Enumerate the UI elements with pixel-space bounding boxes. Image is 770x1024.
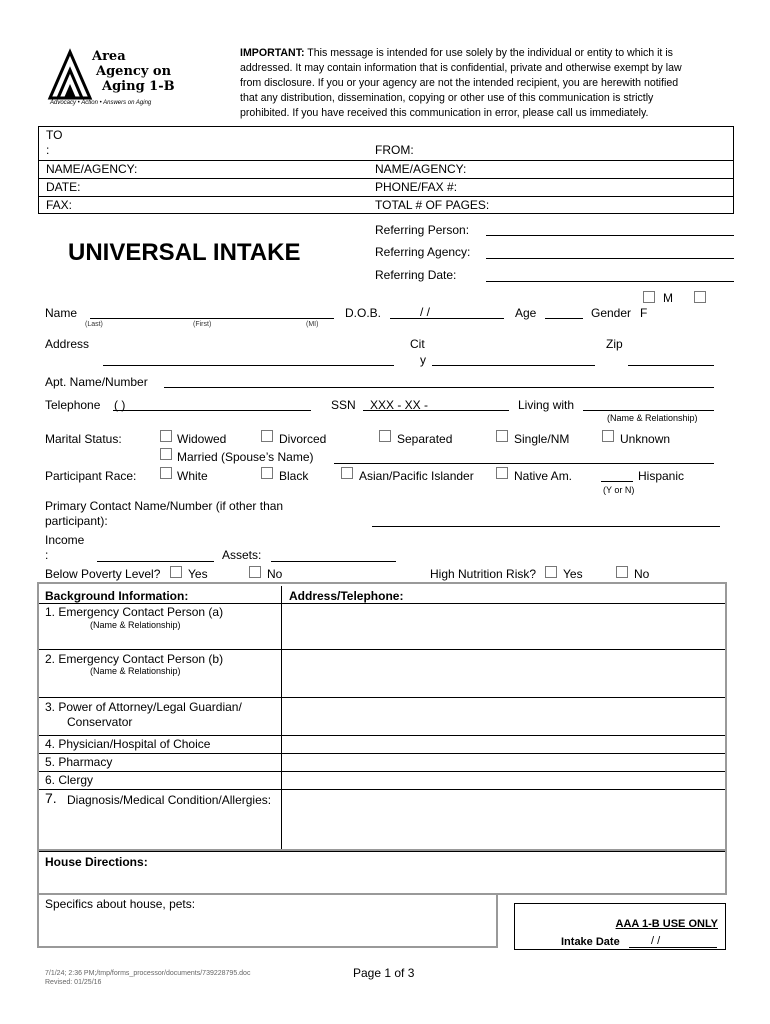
- ssn-label: SSN: [331, 398, 356, 412]
- unknown-checkbox[interactable]: [602, 430, 614, 442]
- widowed-label: Widowed: [177, 432, 227, 446]
- to-colon: :: [46, 143, 50, 157]
- primary-contact-label-2: participant):: [45, 514, 108, 528]
- income-field[interactable]: [97, 561, 214, 562]
- background-info-header: Background Information:: [45, 589, 189, 603]
- nutrition-no-label: No: [634, 567, 650, 581]
- specifics-label: Specifics about house, pets:: [45, 897, 196, 911]
- gender-label: Gender: [591, 306, 632, 320]
- apt-field[interactable]: [164, 387, 714, 388]
- notice-line: from disclosure. If you or your agency are not the intended recipient, you are herewith notified: [240, 77, 679, 89]
- white-checkbox[interactable]: [160, 467, 172, 479]
- intake-date-separators: / /: [651, 935, 661, 947]
- city-label-1: Cit: [410, 337, 425, 351]
- phone-fax-label: PHONE/FAX #:: [375, 180, 458, 194]
- poverty-yes-label: Yes: [188, 567, 208, 581]
- city-label-2: y: [420, 353, 426, 367]
- marital-label: Marital Status:: [45, 432, 122, 446]
- row-diagnosis: Diagnosis/Medical Condition/Allergies:: [67, 793, 272, 807]
- living-with-field[interactable]: [583, 410, 714, 411]
- to-label: TO: [46, 128, 63, 142]
- divorced-checkbox[interactable]: [261, 430, 273, 442]
- income-label: Income: [45, 533, 85, 547]
- agency-logo: [46, 48, 176, 110]
- row-diagnosis-number: 7.: [45, 790, 57, 806]
- row-physician: 4. Physician/Hospital of Choice: [45, 737, 211, 751]
- widowed-checkbox[interactable]: [160, 430, 172, 442]
- asian-checkbox[interactable]: [341, 467, 353, 479]
- white-label: White: [177, 469, 208, 483]
- asian-label: Asian/Pacific Islander: [359, 469, 474, 483]
- notice-line: that any distribution, dissemination, copying or other use of this communication is strictly: [240, 92, 654, 104]
- house-directions-cell[interactable]: [40, 870, 724, 892]
- office-use-title: AAA 1-B USE ONLY: [615, 918, 718, 930]
- referring-person-label: Referring Person:: [375, 223, 470, 237]
- nutrition-yes-checkbox[interactable]: [545, 566, 557, 578]
- page-title: UNIVERSAL INTAKE: [68, 239, 301, 266]
- single-checkbox[interactable]: [496, 430, 508, 442]
- assets-label: Assets:: [222, 548, 262, 562]
- age-field[interactable]: [545, 318, 583, 319]
- gender-f-label: F: [640, 306, 648, 320]
- emergency-a-address-cell[interactable]: [283, 605, 724, 648]
- referring-agency-field[interactable]: [486, 258, 734, 259]
- zip-field[interactable]: [628, 365, 714, 366]
- native-checkbox[interactable]: [496, 467, 508, 479]
- row-power-of-attorney: 3. Power of Attorney/Legal Guardian/: [45, 700, 242, 714]
- row-emergency-b: 2. Emergency Contact Person (b): [45, 652, 224, 666]
- row-clergy: 6. Clergy: [45, 773, 94, 787]
- assets-field[interactable]: [271, 561, 396, 562]
- ssn-value: XXX - XX -: [370, 398, 429, 412]
- poverty-yes-checkbox[interactable]: [170, 566, 182, 578]
- pharmacy-address-cell[interactable]: [283, 755, 724, 770]
- nutrition-label: High Nutrition Risk?: [430, 567, 537, 581]
- living-with-label: Living with: [518, 398, 575, 412]
- name-field[interactable]: [90, 318, 334, 319]
- referring-agency-label: Referring Agency:: [375, 245, 471, 259]
- address-label: Address: [45, 337, 90, 351]
- specifics-box: [37, 895, 498, 948]
- gender-m-label: M: [663, 291, 673, 305]
- dob-field[interactable]: [390, 318, 504, 319]
- row-pharmacy: 5. Pharmacy: [45, 755, 113, 769]
- nutrition-no-checkbox[interactable]: [616, 566, 628, 578]
- footer-path: 7/1/24; 2:36 PM;/tmp/forms_processor/documents/739228795.doc: [45, 970, 251, 977]
- notice-line: prohibited. If you have received this communication in error, please call us immediately.: [240, 107, 649, 119]
- hispanic-label: Hispanic: [638, 469, 685, 483]
- row-emergency-a: 1. Emergency Contact Person (a): [45, 605, 224, 619]
- emergency-b-address-cell[interactable]: [283, 651, 724, 696]
- nutrition-yes-label: Yes: [563, 567, 583, 581]
- dob-separators: / /: [420, 305, 431, 319]
- referring-date-field[interactable]: [486, 281, 734, 282]
- gender-f-checkbox[interactable]: [694, 291, 706, 303]
- divorced-label: Divorced: [279, 432, 327, 446]
- row-conservator: Conservator: [67, 715, 133, 729]
- gender-m-checkbox[interactable]: [643, 291, 655, 303]
- total-pages-label: TOTAL # OF PAGES:: [375, 198, 490, 212]
- first-hint: (First): [193, 321, 212, 328]
- separated-checkbox[interactable]: [379, 430, 391, 442]
- apt-label: Apt. Name/Number: [45, 375, 148, 389]
- primary-contact-field[interactable]: [372, 526, 720, 527]
- last-hint: (Last): [85, 321, 103, 328]
- logo-line3: Aging 1-B: [102, 79, 175, 94]
- house-directions-label: House Directions:: [45, 855, 148, 869]
- name-agency-to: NAME/AGENCY:: [46, 162, 138, 176]
- living-with-hint: (Name & Relationship): [607, 413, 698, 423]
- married-checkbox[interactable]: [160, 448, 172, 460]
- referring-date-label: Referring Date:: [375, 268, 457, 282]
- logo-tagline: Advocacy • Action • Answers on Aging: [50, 100, 152, 106]
- logo-line1: Area: [92, 49, 126, 64]
- city-field[interactable]: [432, 365, 595, 366]
- fax-label: FAX:: [46, 198, 73, 212]
- poverty-no-checkbox[interactable]: [249, 566, 261, 578]
- row-emergency-b-hint: (Name & Relationship): [90, 666, 181, 676]
- address-field[interactable]: [103, 365, 394, 366]
- poa-address-cell[interactable]: [283, 699, 724, 734]
- age-label: Age: [515, 306, 537, 320]
- race-label: Participant Race:: [45, 469, 137, 483]
- fax-header-box: [38, 126, 734, 214]
- clergy-address-cell[interactable]: [283, 773, 724, 788]
- separated-label: Separated: [397, 432, 453, 446]
- physician-address-cell[interactable]: [283, 737, 724, 752]
- date-label: DATE:: [46, 180, 81, 194]
- diagnosis-cell[interactable]: [40, 809, 724, 848]
- logo-line2: Agency on: [96, 64, 172, 79]
- from-label: FROM:: [375, 143, 414, 157]
- footer-revised: Revised: 01/25/16: [45, 979, 102, 986]
- address-telephone-header: Address/Telephone:: [289, 589, 404, 603]
- unknown-label: Unknown: [620, 432, 671, 446]
- income-colon: :: [45, 548, 49, 562]
- intake-date-label: Intake Date: [561, 936, 620, 948]
- notice-lead: IMPORTANT:: [240, 47, 305, 59]
- office-use-box: [514, 903, 726, 950]
- primary-contact-label-1: Primary Contact Name/Number (if other than: [45, 499, 284, 513]
- black-label: Black: [279, 469, 309, 483]
- telephone-label: Telephone: [45, 398, 101, 412]
- name-label: Name: [45, 306, 78, 320]
- zip-label: Zip: [606, 337, 623, 351]
- black-checkbox[interactable]: [261, 467, 273, 479]
- yorn-hint: (Y or N): [603, 485, 635, 495]
- row-emergency-a-hint: (Name & Relationship): [90, 620, 181, 630]
- notice-line: This message is intended for use solely by the individual or entity to which it is: [304, 47, 673, 59]
- married-label: Married (Spouse’s Name): [177, 450, 314, 464]
- spouse-name-field[interactable]: [334, 463, 714, 464]
- page-number: Page 1 of 3: [353, 966, 415, 980]
- poverty-no-label: No: [267, 567, 283, 581]
- referring-person-field[interactable]: [486, 235, 734, 236]
- hispanic-field[interactable]: [601, 481, 633, 482]
- name-agency-from: NAME/AGENCY:: [375, 162, 467, 176]
- telephone-parens: ( ): [114, 398, 126, 412]
- dob-label: D.O.B.: [345, 306, 382, 320]
- native-label: Native Am.: [514, 469, 573, 483]
- telephone-field[interactable]: [113, 410, 311, 411]
- notice-line: addressed. It may contain information that is confidential, private and otherwise exempt by law: [240, 62, 682, 74]
- mi-hint: (MI): [306, 321, 319, 328]
- poverty-label: Below Poverty Level?: [45, 567, 161, 581]
- intake-date-field[interactable]: [629, 947, 717, 948]
- single-label: Single/NM: [514, 432, 570, 446]
- confidentiality-notice: [240, 46, 730, 121]
